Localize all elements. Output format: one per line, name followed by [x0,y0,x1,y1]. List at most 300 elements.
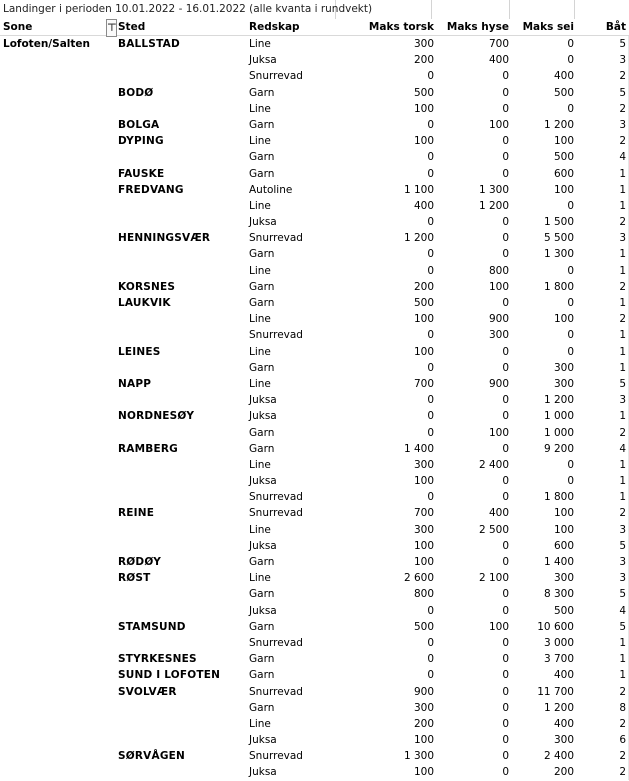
table-row [0,522,629,538]
table-row [0,619,629,635]
cell-maks-hyse: 400 [488,54,509,67]
table-row [0,279,629,295]
cell-redskap: Juksa [249,539,277,552]
table-row [0,538,629,554]
cell-maks-torsk: 1 400 [403,442,434,455]
cell-maks-sei: 1 800 [543,491,574,504]
cell-maks-sei: 9 200 [543,442,574,455]
header-sted[interactable]: Sted [118,21,146,33]
table-row [0,651,629,667]
table-row [0,85,629,101]
gridline [574,0,575,19]
cell-maks-torsk: 500 [413,86,434,99]
cell-maks-hyse: 0 [502,70,509,83]
cell-bat: 1 [619,361,626,374]
cell-bat: 3 [619,556,626,568]
cell-bat: 2 [619,280,626,293]
cell-bat: 1 [619,183,626,196]
header-bat[interactable]: Båt [605,21,626,33]
cell-bat: 3 [619,118,626,131]
table-row [0,603,629,619]
cell-redskap: Garn [249,167,275,180]
cell-redskap: Garn [249,556,275,568]
cell-maks-hyse: 100 [488,280,509,293]
cell-maks-torsk: 0 [427,70,434,83]
cell-maks-hyse: 0 [502,216,509,229]
cell-sted: SVOLVÆR [118,685,177,698]
cell-redskap: Autoline [249,183,293,196]
cell-bat: 2 [619,507,626,520]
cell-maks-sei: 10 600 [537,620,574,633]
cell-sted: BODØ [118,86,154,99]
cell-redskap: Line [249,458,271,471]
cell-maks-hyse: 2 500 [478,523,509,536]
cell-maks-torsk: 0 [427,248,434,261]
cell-sted: LEINES [118,345,161,358]
cell-bat: 3 [619,394,626,407]
cell-maks-hyse: 0 [502,135,509,148]
cell-bat: 5 [619,86,626,99]
cell-maks-sei: 1 300 [543,248,574,261]
table-row [0,667,629,683]
cell-maks-sei: 300 [553,572,574,585]
cell-maks-torsk: 0 [427,394,434,407]
cell-redskap: Snurrevad [249,685,303,698]
gridline [509,0,510,19]
cell-maks-torsk: 200 [413,54,434,67]
cell-maks-sei: 1 000 [543,426,574,439]
table-row [0,716,629,732]
cell-maks-sei: 0 [567,345,574,358]
cell-sted: REINE [118,507,155,520]
cell-sted: LAUKVIK [118,297,171,309]
cell-maks-hyse: 0 [502,361,509,374]
cell-bat: 4 [619,604,626,617]
cell-maks-sei: 3 700 [543,653,574,666]
cell-redskap: Juksa [249,475,277,488]
cell-sted: STAMSUND [118,620,186,633]
cell-maks-hyse: 0 [502,588,509,601]
cell-maks-torsk: 300 [413,38,434,50]
cell-maks-sei: 8 300 [543,588,574,601]
cell-bat: 2 [619,70,626,83]
cell-redskap: Garn [249,701,275,714]
cell-redskap: Line [249,199,271,212]
cell-bat: 1 [619,458,626,471]
cell-maks-sei: 0 [567,264,574,277]
cell-maks-torsk: 0 [427,410,434,423]
cell-maks-torsk: 100 [413,345,434,358]
cell-maks-torsk: 800 [413,588,434,601]
cell-maks-hyse: 400 [488,507,509,520]
table-row [0,68,629,84]
cell-maks-hyse: 0 [502,717,509,730]
cell-maks-sei: 300 [553,361,574,374]
cell-maks-hyse: 0 [502,734,509,747]
cell-redskap: Garn [249,653,275,666]
cell-maks-torsk: 100 [413,539,434,552]
cell-maks-torsk: 0 [427,264,434,277]
cell-bat: 1 [619,264,626,277]
table-row [0,198,629,214]
cell-bat: 1 [619,329,626,342]
cell-maks-hyse: 0 [502,442,509,455]
cell-redskap: Garn [249,442,275,455]
table-row [0,457,629,473]
cell-maks-hyse: 0 [502,475,509,488]
cell-maks-torsk: 900 [413,685,434,698]
cell-maks-sei: 0 [567,38,574,50]
cell-maks-torsk: 100 [413,313,434,326]
cell-redskap: Snurrevad [249,507,303,520]
table-row [0,166,629,182]
cell-maks-sei: 0 [567,54,574,67]
cell-maks-torsk: 500 [413,620,434,633]
cell-maks-sei: 100 [553,135,574,148]
table-row [0,36,629,52]
table-row [0,295,629,311]
cell-maks-torsk: 2 600 [403,572,434,585]
cell-redskap: Garn [249,86,275,99]
cell-maks-sei: 400 [553,70,574,83]
cell-maks-sei: 100 [553,507,574,520]
cell-bat: 1 [619,345,626,358]
cell-bat: 2 [619,135,626,148]
cell-maks-hyse: 0 [502,297,509,309]
table-row [0,52,629,68]
table-row [0,684,629,700]
cell-redskap: Juksa [249,604,277,617]
cell-bat: 2 [619,685,626,698]
cell-maks-hyse: 0 [502,669,509,682]
table-row [0,441,629,457]
cell-maks-sei: 3 000 [543,636,574,649]
cell-bat: 2 [619,717,626,730]
cell-maks-sei: 0 [567,329,574,342]
cell-redskap: Juksa [249,394,277,407]
cell-redskap: Snurrevad [249,329,303,342]
cell-maks-sei: 5 500 [543,232,574,245]
table-row [0,473,629,489]
table-row [0,344,629,360]
cell-redskap: Line [249,345,271,358]
cell-maks-sei: 0 [567,102,574,115]
cell-maks-hyse: 2 400 [478,458,509,471]
cell-maks-torsk: 0 [427,653,434,666]
cell-maks-torsk: 100 [413,135,434,148]
cell-redskap: Juksa [249,734,277,747]
cell-maks-torsk: 300 [413,458,434,471]
cell-sted: RØST [118,572,151,585]
cell-sone: Lofoten/Salten [3,38,90,50]
header-sone[interactable]: Sone [3,21,33,33]
cell-bat: 2 [619,313,626,326]
cell-maks-hyse: 0 [502,410,509,423]
cell-maks-hyse: 1 300 [478,183,509,196]
cell-maks-torsk: 0 [427,216,434,229]
cell-maks-sei: 100 [553,183,574,196]
cell-maks-sei: 200 [553,766,574,779]
cell-maks-hyse: 0 [502,491,509,504]
header-row [0,19,629,36]
cell-maks-hyse: 0 [502,701,509,714]
gridline [431,0,432,19]
table-row [0,635,629,651]
cell-redskap: Line [249,717,271,730]
cell-maks-sei: 100 [553,523,574,536]
cell-bat: 1 [619,491,626,504]
cell-maks-sei: 600 [553,167,574,180]
cell-sted: DYPING [118,135,164,148]
cell-maks-sei: 500 [553,604,574,617]
cell-bat: 1 [619,199,626,212]
table-row [0,764,629,780]
cell-bat: 3 [619,572,626,585]
cell-bat: 1 [619,653,626,666]
table-row [0,360,629,376]
cell-maks-hyse: 0 [502,653,509,666]
cell-maks-torsk: 300 [413,701,434,714]
cell-bat: 1 [619,410,626,423]
cell-redskap: Garn [249,118,275,131]
cell-bat: 1 [619,248,626,261]
cell-maks-hyse: 0 [502,685,509,698]
cell-maks-sei: 500 [553,86,574,99]
cell-maks-torsk: 0 [427,604,434,617]
cell-maks-hyse: 0 [502,556,509,568]
table-row [0,376,629,392]
cell-maks-sei: 600 [553,539,574,552]
cell-bat: 8 [619,701,626,714]
cell-maks-sei: 0 [567,297,574,309]
cell-redskap: Snurrevad [249,232,303,245]
cell-maks-torsk: 100 [413,734,434,747]
cell-sted: BOLGA [118,118,160,131]
table-row [0,408,629,424]
cell-bat: 1 [619,297,626,309]
cell-maks-hyse: 0 [502,766,509,779]
cell-maks-sei: 11 700 [537,685,574,698]
cell-bat: 1 [619,167,626,180]
table-row [0,570,629,586]
cell-redskap: Garn [249,361,275,374]
cell-redskap: Garn [249,280,275,293]
cell-redskap: Line [249,38,271,50]
cell-redskap: Garn [249,620,275,633]
cell-maks-hyse: 100 [488,118,509,131]
cell-maks-hyse: 0 [502,167,509,180]
cell-maks-hyse: 800 [488,264,509,277]
cell-maks-sei: 1 500 [543,216,574,229]
cell-maks-torsk: 700 [413,377,434,390]
cell-maks-sei: 2 400 [543,750,574,763]
cell-sted: STYRKESNES [118,653,197,666]
cell-sted: SUND I LOFOTEN [118,669,221,682]
table-row [0,732,629,748]
cell-bat: 2 [619,750,626,763]
table-row [0,101,629,117]
table-row [0,263,629,279]
cell-sted: NAPP [118,377,152,390]
cell-bat: 3 [619,232,626,245]
cell-maks-torsk: 0 [427,167,434,180]
cell-sted: NORDNESØY [118,410,195,423]
cell-bat: 1 [619,669,626,682]
cell-maks-torsk: 1 200 [403,232,434,245]
table-row [0,425,629,441]
table-row [0,505,629,521]
cell-maks-hyse: 1 200 [478,199,509,212]
cell-maks-sei: 1 200 [543,118,574,131]
cell-bat: 5 [619,588,626,601]
cell-maks-torsk: 100 [413,556,434,568]
table-row [0,489,629,505]
cell-maks-hyse: 0 [502,750,509,763]
cell-bat: 2 [619,102,626,115]
cell-redskap: Juksa [249,54,277,67]
cell-sted: KORSNES [118,280,176,293]
cell-maks-torsk: 1 100 [403,183,434,196]
cell-maks-sei: 400 [553,717,574,730]
cell-maks-sei: 0 [567,458,574,471]
cell-redskap: Garn [249,151,275,164]
cell-maks-sei: 500 [553,151,574,164]
cell-sted: BALLSTAD [118,38,180,50]
cell-maks-hyse: 2 100 [478,572,509,585]
cell-maks-hyse: 300 [488,329,509,342]
cell-bat: 2 [619,766,626,779]
table-row [0,748,629,764]
filter-icon[interactable]: ⊤ [106,19,117,37]
cell-maks-torsk: 100 [413,102,434,115]
cell-maks-hyse: 0 [502,394,509,407]
cell-redskap: Garn [249,426,275,439]
cell-redskap: Line [249,102,271,115]
cell-sted: FREDVANG [118,183,184,196]
header-maks-torsk[interactable]: Maks torsk [368,21,434,33]
table-row [0,392,629,408]
table-row [0,182,629,198]
cell-bat: 2 [619,426,626,439]
cell-maks-sei: 100 [553,313,574,326]
report-title: Landinger i perioden 10.01.2022 - 16.01.2022 (alle kvanta i rundvekt) [3,3,373,15]
table-row [0,246,629,262]
cell-maks-sei: 1 200 [543,394,574,407]
cell-sted: FAUSKE [118,167,165,180]
cell-maks-torsk: 500 [413,297,434,309]
cell-maks-sei: 1 400 [543,556,574,568]
cell-maks-torsk: 0 [427,426,434,439]
cell-maks-hyse: 0 [502,86,509,99]
cell-bat: 5 [619,38,626,50]
cell-redskap: Juksa [249,766,277,779]
cell-redskap: Line [249,264,271,277]
cell-maks-sei: 0 [567,475,574,488]
table-row [0,586,629,602]
cell-bat: 3 [619,523,626,536]
cell-maks-hyse: 100 [488,426,509,439]
cell-redskap: Garn [249,588,275,601]
cell-maks-torsk: 0 [427,636,434,649]
cell-maks-hyse: 900 [488,377,509,390]
cell-maks-torsk: 1 300 [403,750,434,763]
cell-bat: 1 [619,475,626,488]
cell-bat: 4 [619,151,626,164]
cell-sted: RAMBERG [118,442,178,455]
cell-redskap: Juksa [249,216,277,229]
table-row [0,700,629,716]
cell-redskap: Line [249,572,271,585]
header-maks-hyse[interactable]: Maks hyse [446,21,509,33]
table-row [0,554,629,570]
cell-maks-torsk: 0 [427,151,434,164]
cell-maks-sei: 1 200 [543,701,574,714]
cell-maks-torsk: 0 [427,491,434,504]
cell-redskap: Line [249,523,271,536]
cell-redskap: Snurrevad [249,750,303,763]
cell-bat: 6 [619,734,626,747]
cell-sted: SØRVÅGEN [118,750,186,763]
cell-maks-hyse: 0 [502,539,509,552]
table-row [0,149,629,165]
cell-bat: 3 [619,54,626,67]
cell-maks-hyse: 0 [502,604,509,617]
cell-maks-torsk: 0 [427,361,434,374]
table-row [0,133,629,149]
cell-maks-torsk: 0 [427,669,434,682]
cell-maks-torsk: 700 [413,507,434,520]
cell-maks-hyse: 0 [502,345,509,358]
cell-maks-hyse: 100 [488,620,509,633]
cell-maks-sei: 0 [567,199,574,212]
cell-maks-sei: 1 800 [543,280,574,293]
table-body [0,36,629,781]
cell-maks-torsk: 100 [413,766,434,779]
cell-maks-torsk: 200 [413,717,434,730]
cell-bat: 5 [619,539,626,552]
cell-redskap: Snurrevad [249,636,303,649]
cell-maks-torsk: 0 [427,118,434,131]
cell-redskap: Snurrevad [249,491,303,504]
cell-redskap: Juksa [249,410,277,423]
cell-maks-hyse: 0 [502,102,509,115]
cell-maks-hyse: 0 [502,151,509,164]
cell-maks-sei: 300 [553,734,574,747]
cell-maks-sei: 300 [553,377,574,390]
cell-maks-torsk: 200 [413,280,434,293]
cell-maks-torsk: 0 [427,329,434,342]
cell-maks-hyse: 700 [488,38,509,50]
cell-maks-torsk: 100 [413,475,434,488]
cell-redskap: Garn [249,297,275,309]
header-redskap[interactable]: Redskap [249,21,300,33]
cell-sted: RØDØY [118,556,162,568]
cell-maks-hyse: 0 [502,636,509,649]
cell-redskap: Garn [249,248,275,261]
table-row [0,230,629,246]
cell-maks-torsk: 300 [413,523,434,536]
cell-bat: 2 [619,216,626,229]
header-maks-sei[interactable]: Maks sei [522,21,574,33]
table-row [0,214,629,230]
cell-redskap: Garn [249,669,275,682]
cell-maks-sei: 400 [553,669,574,682]
cell-redskap: Line [249,377,271,390]
table-row [0,327,629,343]
cell-maks-torsk: 400 [413,199,434,212]
cell-bat: 4 [619,442,626,455]
cell-maks-hyse: 0 [502,232,509,245]
